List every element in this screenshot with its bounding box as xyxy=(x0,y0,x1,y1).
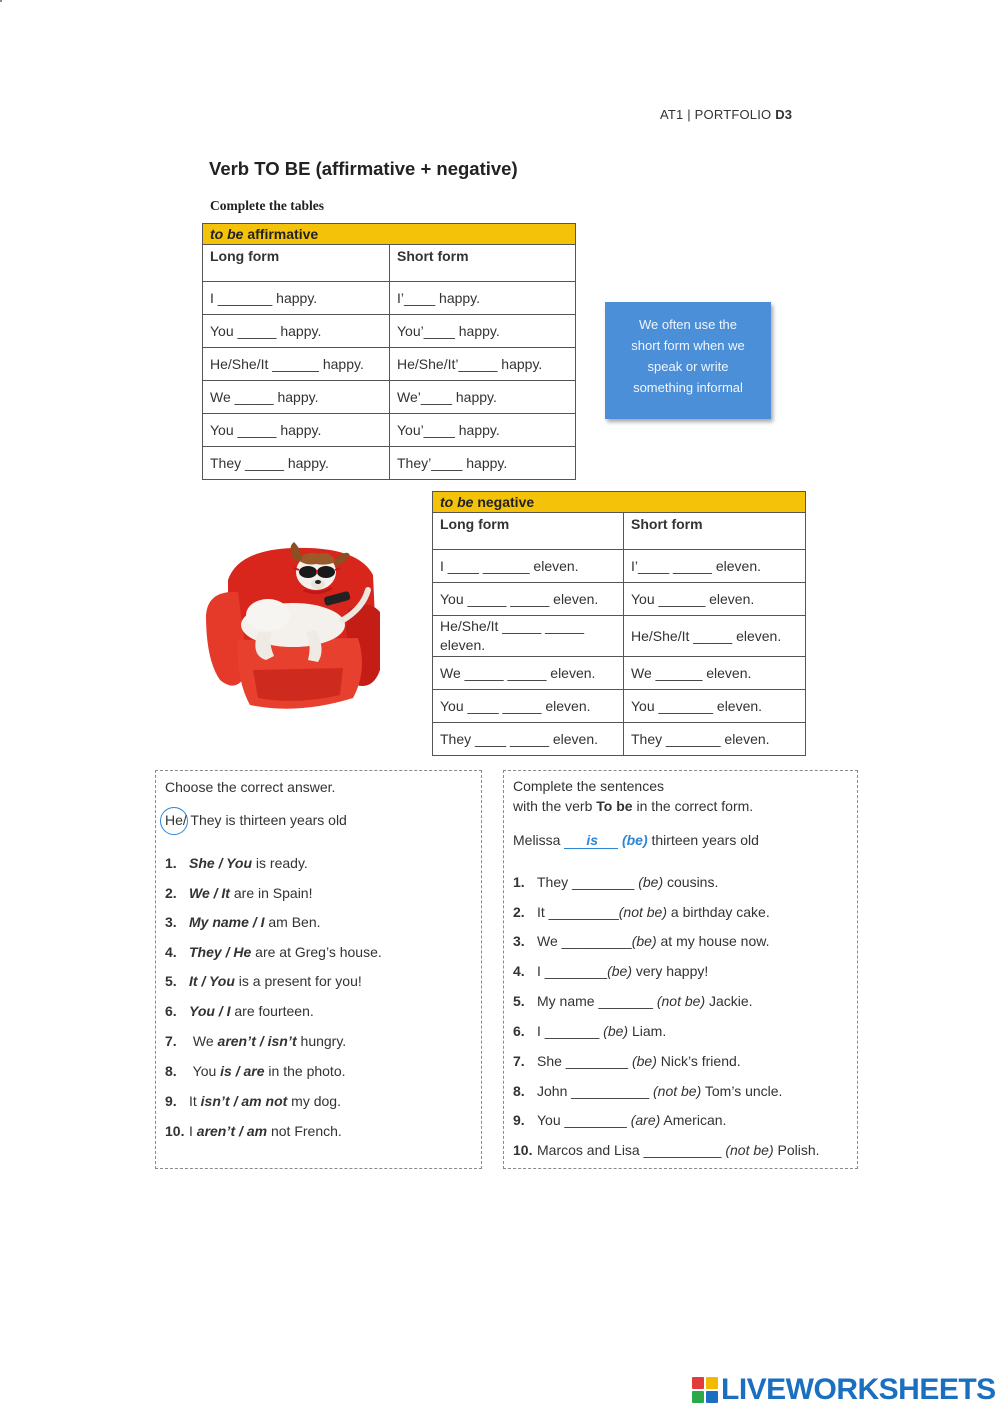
example-hint: (be) xyxy=(621,832,648,848)
negative-col-long: Long form xyxy=(433,513,624,550)
item-text: is ready. xyxy=(252,855,308,871)
long-form-cell[interactable]: They ____ _____ eleven. xyxy=(433,723,624,756)
table-row xyxy=(433,723,806,756)
option-b[interactable]: am not xyxy=(241,1093,288,1109)
long-form-cell[interactable]: We _____ happy. xyxy=(203,381,390,414)
complete-instruction-line1: Complete the sentences xyxy=(513,778,664,794)
example-answer: is xyxy=(564,832,618,849)
item-text: Jackie. xyxy=(705,993,753,1009)
negative-caption-text: negative xyxy=(473,494,535,510)
affirmative-caption-italic: to be xyxy=(210,226,244,242)
option-separator: / xyxy=(235,1123,247,1139)
short-form-cell[interactable]: He/She/It’_____ happy. xyxy=(390,348,576,381)
option-separator: / xyxy=(197,973,209,989)
item-number: 5. xyxy=(165,973,177,989)
option-separator: / xyxy=(231,1063,244,1079)
option-b[interactable]: He xyxy=(233,944,252,960)
option-b[interactable]: are xyxy=(243,1063,265,1079)
option-separator: / xyxy=(229,1093,242,1109)
item-number: 2. xyxy=(165,885,177,901)
item-number: 9. xyxy=(513,1112,525,1128)
complete-example xyxy=(513,832,759,848)
complete-instruction-line2 xyxy=(513,798,753,814)
affirmative-table xyxy=(202,223,576,480)
short-form-cell[interactable]: He/She/It _____ eleven. xyxy=(624,616,806,657)
option-separator: / xyxy=(221,944,234,960)
option-a[interactable]: She xyxy=(189,855,215,871)
list-item[interactable] xyxy=(165,1003,314,1019)
item-text: at my house now. xyxy=(656,933,770,949)
item-number: 7. xyxy=(165,1033,177,1049)
short-form-cell[interactable]: You ______ eleven. xyxy=(624,583,806,616)
long-form-cell[interactable]: You _____ happy. xyxy=(203,414,390,447)
example-text: thirteen years old xyxy=(647,832,759,848)
option-a[interactable]: is xyxy=(220,1063,232,1079)
option-a[interactable]: isn’t xyxy=(200,1093,230,1109)
option-b[interactable]: isn’t xyxy=(267,1033,297,1049)
liveworksheets-logo[interactable] xyxy=(692,1374,996,1406)
negative-caption xyxy=(433,492,806,513)
table-row xyxy=(203,381,576,414)
option-a[interactable]: It xyxy=(189,973,198,989)
item-text: Tom’s uncle. xyxy=(701,1083,783,1099)
list-item[interactable] xyxy=(165,855,308,871)
item-subject: We xyxy=(189,1033,218,1049)
option-separator: / xyxy=(209,885,222,901)
item-text: in the photo. xyxy=(264,1063,346,1079)
option-b[interactable]: You xyxy=(208,973,235,989)
affirmative-col-short: Short form xyxy=(390,245,576,282)
item-subject: It xyxy=(189,1093,201,1109)
option-a[interactable]: You xyxy=(189,1003,215,1019)
affirmative-caption-text: affirmative xyxy=(243,226,319,242)
answer-blank[interactable]: I _______ xyxy=(537,1023,604,1039)
item-text: my dog. xyxy=(287,1093,341,1109)
negative-col-short: Short form xyxy=(624,513,806,550)
example-answer: He xyxy=(165,812,183,828)
long-form-cell[interactable]: He/She/It _____ _____ eleven. xyxy=(433,616,624,657)
option-a[interactable]: aren’t xyxy=(196,1123,236,1139)
item-number: 1. xyxy=(513,874,525,890)
choose-example xyxy=(165,812,347,828)
verb-hint: (be) xyxy=(603,1023,629,1039)
list-item[interactable] xyxy=(165,1063,346,1079)
item-number: 10. xyxy=(513,1142,533,1158)
table-row xyxy=(433,550,806,583)
table-row xyxy=(433,616,806,657)
long-form-cell[interactable]: I ____ ______ eleven. xyxy=(433,550,624,583)
verb-hint: (are) xyxy=(630,1112,661,1128)
choose-text-layer xyxy=(155,770,482,1169)
portfolio-ref-prefix: AT1 | PORTFOLIO xyxy=(660,107,776,122)
note-line: speak or write xyxy=(647,359,729,374)
choose-instruction: Choose the correct answer. xyxy=(165,779,336,795)
short-form-cell[interactable]: I’____ happy. xyxy=(390,282,576,315)
list-item[interactable] xyxy=(165,1123,342,1139)
list-item[interactable] xyxy=(513,1053,741,1069)
item-text: cousins. xyxy=(663,874,719,890)
item-number: 5. xyxy=(513,993,525,1009)
option-b[interactable]: am xyxy=(246,1123,268,1139)
item-number: 7. xyxy=(513,1053,525,1069)
list-item[interactable] xyxy=(513,1083,782,1099)
list-item[interactable] xyxy=(165,1033,346,1049)
list-item[interactable] xyxy=(165,885,312,901)
option-separator: / xyxy=(255,1033,268,1049)
note-line: short form when we xyxy=(631,338,745,353)
note-line: something informal xyxy=(633,380,743,395)
list-item[interactable] xyxy=(165,944,382,960)
short-form-cell[interactable]: I’____ _____ eleven. xyxy=(624,550,806,583)
list-item[interactable] xyxy=(513,993,753,1009)
long-form-cell[interactable]: I _______ happy. xyxy=(203,282,390,315)
short-form-cell[interactable]: We’____ happy. xyxy=(390,381,576,414)
long-form-cell[interactable]: You _____ _____ eleven. xyxy=(433,583,624,616)
verb-hint: (be) xyxy=(638,874,664,890)
affirmative-caption xyxy=(203,224,576,245)
item-number: 4. xyxy=(513,963,525,979)
item-text: Polish. xyxy=(773,1142,820,1158)
table-row xyxy=(203,315,576,348)
option-a[interactable]: My name xyxy=(189,914,249,930)
table-row xyxy=(203,282,576,315)
table-row xyxy=(433,657,806,690)
short-form-note xyxy=(605,302,771,419)
instruction-text: with the verb xyxy=(513,798,597,814)
negative-table xyxy=(432,491,806,756)
item-text: Liam. xyxy=(628,1023,667,1039)
item-text: American. xyxy=(660,1112,727,1128)
answer-blank[interactable]: You ________ xyxy=(537,1112,631,1128)
verb-hint: (not be) xyxy=(653,1083,702,1099)
item-text: hungry. xyxy=(296,1033,347,1049)
liveworksheets-icon xyxy=(692,1377,718,1403)
option-separator: / xyxy=(248,914,261,930)
affirmative-caption-row xyxy=(203,224,576,245)
long-form-cell[interactable]: You _____ happy. xyxy=(203,315,390,348)
negative-caption-row xyxy=(433,492,806,513)
verb-hint: (be) xyxy=(607,963,632,979)
instruction-verb: To be xyxy=(596,798,633,814)
verb-hint: (not be) xyxy=(725,1142,774,1158)
option-b[interactable]: It xyxy=(221,885,230,901)
list-item[interactable] xyxy=(165,973,362,989)
item-number: 1. xyxy=(165,855,177,871)
list-item[interactable] xyxy=(513,1142,820,1158)
answer-blank[interactable]: John __________ xyxy=(537,1083,653,1099)
verb-hint: (not be) xyxy=(618,904,667,920)
note-line: We often use the xyxy=(638,317,738,332)
option-a[interactable]: They xyxy=(189,944,222,960)
negative-caption-italic: to be xyxy=(440,494,474,510)
affirmative-header-row xyxy=(203,245,576,282)
negative-header-row xyxy=(433,513,806,550)
item-number: 8. xyxy=(513,1083,525,1099)
short-form-cell[interactable]: You’____ happy. xyxy=(390,414,576,447)
option-b[interactable]: I xyxy=(260,914,265,930)
item-subject: You xyxy=(189,1063,221,1079)
item-subject: I xyxy=(189,1123,197,1139)
option-a[interactable]: aren’t xyxy=(217,1033,256,1049)
long-form-cell[interactable]: He/She/It ______ happy. xyxy=(203,348,390,381)
item-text: not French. xyxy=(267,1123,342,1139)
list-item[interactable] xyxy=(513,874,718,890)
list-item[interactable] xyxy=(513,933,769,949)
item-number: 2. xyxy=(513,904,525,920)
item-number: 6. xyxy=(165,1003,177,1019)
verb-hint: (be) xyxy=(631,1053,657,1069)
list-item[interactable] xyxy=(513,1112,726,1128)
instruction-text: in the correct form. xyxy=(632,798,754,814)
short-form-cell[interactable]: You _______ eleven. xyxy=(624,690,806,723)
option-separator: / xyxy=(214,855,227,871)
long-form-cell[interactable]: They _____ happy. xyxy=(203,447,390,480)
item-text: Nick’s friend. xyxy=(656,1053,741,1069)
answer-blank[interactable]: I ________ xyxy=(537,963,608,979)
table-row xyxy=(203,348,576,381)
affirmative-col-long: Long form xyxy=(203,245,390,282)
list-item[interactable] xyxy=(165,914,321,930)
table-row xyxy=(433,690,806,723)
short-form-cell[interactable]: You’____ happy. xyxy=(390,315,576,348)
item-number: 3. xyxy=(513,933,525,949)
long-form-cell[interactable]: You ____ _____ eleven. xyxy=(433,690,624,723)
option-a[interactable]: We xyxy=(189,885,210,901)
list-item[interactable] xyxy=(513,963,708,979)
option-separator: / xyxy=(214,1003,227,1019)
item-number: 4. xyxy=(165,944,177,960)
portfolio-reference xyxy=(660,107,792,122)
table-row xyxy=(203,447,576,480)
list-item[interactable] xyxy=(513,1023,666,1039)
page-title: Verb TO BE (affirmative + negative) xyxy=(209,158,518,179)
item-text: are fourteen. xyxy=(230,1003,314,1019)
item-text: very happy! xyxy=(631,963,709,979)
option-b[interactable]: You xyxy=(226,855,253,871)
verb-hint: (not be) xyxy=(656,993,706,1009)
verb-hint: (be) xyxy=(631,933,657,949)
item-text: am Ben. xyxy=(264,914,321,930)
table-row xyxy=(203,414,576,447)
item-number: 8. xyxy=(165,1063,177,1079)
answer-blank[interactable]: My name _______ xyxy=(537,993,657,1009)
short-form-cell[interactable]: They _______ eleven. xyxy=(624,723,806,756)
short-form-cell[interactable]: We ______ eleven. xyxy=(624,657,806,690)
item-text: are at Greg’s house. xyxy=(251,944,382,960)
list-item[interactable] xyxy=(165,1093,341,1109)
page-subtitle: Complete the tables xyxy=(210,198,324,213)
long-form-cell[interactable]: We _____ _____ eleven. xyxy=(433,657,624,690)
item-number: 6. xyxy=(513,1023,525,1039)
answer-blank[interactable]: They ________ xyxy=(537,874,639,890)
option-b[interactable]: I xyxy=(226,1003,231,1019)
item-number: 3. xyxy=(165,914,177,930)
complete-sentences-box xyxy=(503,770,858,1169)
item-text: are in Spain! xyxy=(229,885,313,901)
table-row xyxy=(433,583,806,616)
liveworksheets-wordmark: LIVEWORKSHEETS xyxy=(721,1373,996,1406)
answer-blank[interactable]: She ________ xyxy=(537,1053,632,1069)
answer-blank[interactable]: We _________ xyxy=(537,933,632,949)
answer-blank[interactable]: Marcos and Lisa __________ xyxy=(537,1142,726,1158)
example-subject: Melissa xyxy=(513,832,565,848)
example-text: / They is thirteen years old xyxy=(182,812,347,828)
answer-blank[interactable]: It _________ xyxy=(537,904,619,920)
dog-armchair-illustration xyxy=(198,520,388,720)
item-text: is a present for you! xyxy=(234,973,362,989)
item-text: a birthday cake. xyxy=(667,904,770,920)
item-number: 10. xyxy=(165,1123,185,1139)
list-item[interactable] xyxy=(513,904,770,920)
short-form-cell[interactable]: They’____ happy. xyxy=(390,447,576,480)
portfolio-ref-code: D3 xyxy=(775,107,793,122)
item-number: 9. xyxy=(165,1093,177,1109)
